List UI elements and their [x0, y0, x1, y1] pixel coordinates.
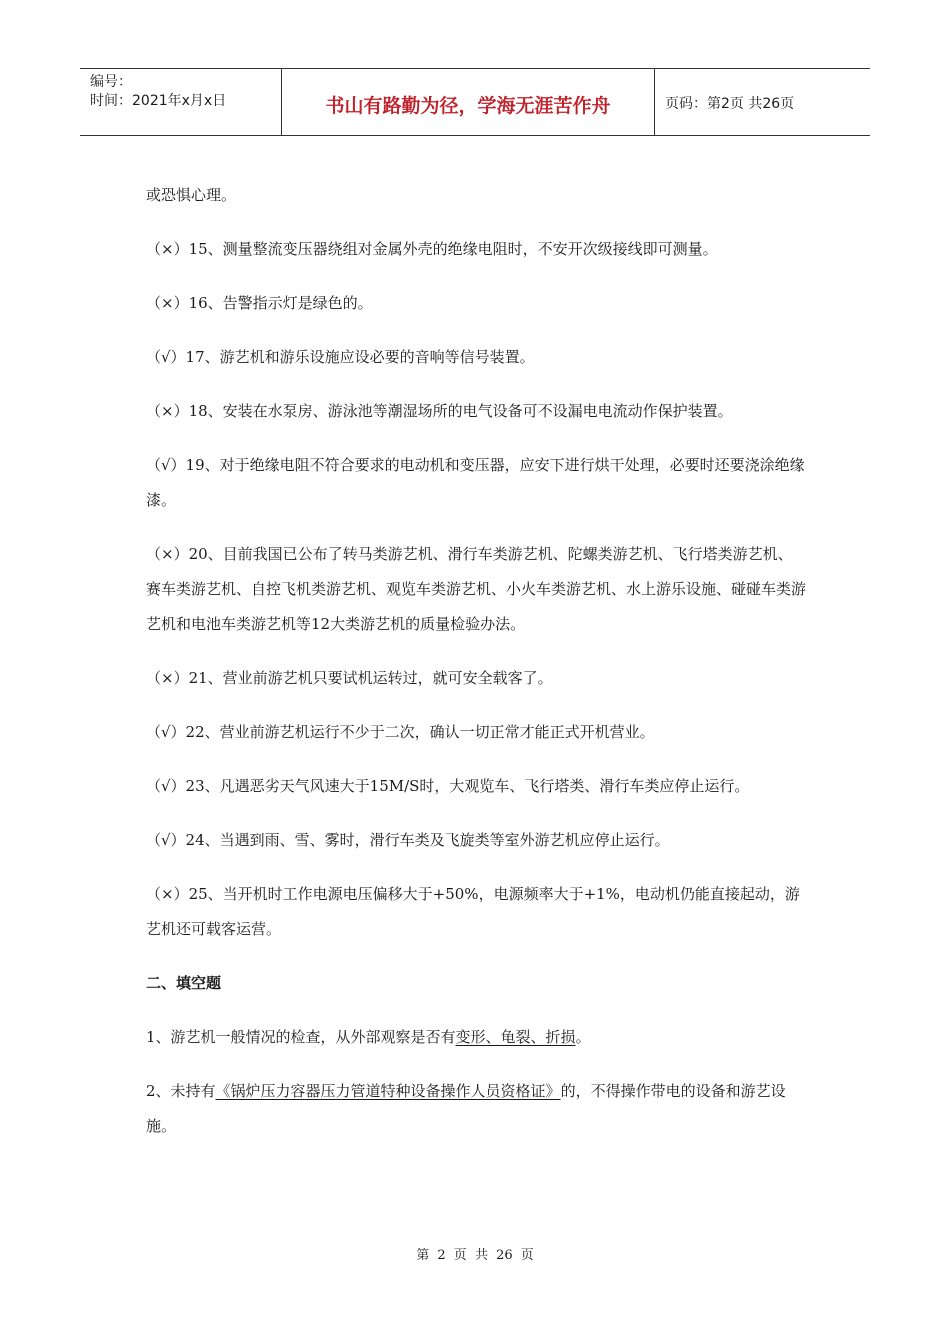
- document-number-label: 编号：: [90, 74, 132, 90]
- question-18: （×）18、安装在水泵房、游泳池等潮湿场所的电气设备可不设漏电电流动作保护装置。: [146, 402, 733, 420]
- question-22: （√）22、营业前游艺机运行不少于二次，确认一切正常才能正式开机营业。: [146, 723, 655, 741]
- fill-2-answer: 《锅炉压力容器压力管道特种设备操作人员资格证》: [215, 1082, 561, 1100]
- question-25: （×）25、当开机时工作电源电压偏移大于+50%，电源频率大于+1%，电动机仍能直接起动，游艺机还可载客运营。: [146, 885, 800, 938]
- fill-2-prefix: 2、未持有: [146, 1082, 216, 1100]
- question-19: （√）19、对于绝缘电阻不符合要求的电动机和变压器，应安下进行烘干处理，必要时还要浇涂绝缘漆。: [146, 456, 805, 509]
- page-footer: [0, 1244, 950, 1263]
- question-17: （√）17、游艺机和游乐设施应设必要的音响等信号装置。: [146, 348, 535, 366]
- fill-2-suffix: 的，不得操作带电的设备和游艺设施。: [146, 1082, 786, 1135]
- document-body: [146, 178, 806, 1163]
- footer-ye-2: 页: [520, 1248, 534, 1263]
- footer-page-number: 2: [437, 1248, 446, 1263]
- question-16: （×）16、告警指示灯是绿色的。: [146, 294, 373, 312]
- question-20: （×）20、目前我国已公布了转马类游艺机、滑行车类游艺机、陀螺类游艺机、飞行塔类游艺机、赛车类游艺机、自控飞机类游艺机、观览车类游艺机、小火车类游艺机、水上游乐设施、碰碰车类游艺机和电池车类游艺机等12大类游艺机的质量检验办法。: [146, 545, 807, 633]
- document-header: [80, 68, 870, 136]
- fill-question-2: [146, 1074, 806, 1144]
- footer-di: 第: [416, 1248, 430, 1263]
- question-24: （√）24、当遇到雨、雪、雾时，滑行车类及飞旋类等室外游艺机应停止运行。: [146, 831, 670, 849]
- footer-total-pages: 26: [496, 1248, 513, 1263]
- fill-1-prefix: 1、游艺机一般情况的检查，从外部观察是否有: [146, 1028, 456, 1046]
- fill-question-1: [146, 1020, 806, 1055]
- header-page-info: 页码：第2页 共26页: [665, 96, 795, 112]
- header-motto: 书山有路勤为径，学海无涯苦作舟: [282, 69, 655, 135]
- footer-ye: 页: [453, 1248, 467, 1263]
- section-title-fill-in: 二、填空题: [146, 974, 222, 992]
- footer-gong: 共: [474, 1248, 488, 1263]
- header-meta: [80, 69, 282, 135]
- fill-1-suffix: 。: [575, 1028, 591, 1046]
- document-date: 时间：2021年x月x日: [90, 93, 227, 109]
- question-23: （√）23、凡遇恶劣天气风速大于15M/S时，大观览车、飞行塔类、滑行车类应停止运行。: [146, 777, 750, 795]
- fill-1-answer: 变形、龟裂、折损: [455, 1028, 576, 1046]
- question-15: （×）15、测量整流变压器绕组对金属外壳的绝缘电阻时，不安开次级接线即可测量。: [146, 240, 718, 258]
- paragraph-continuation: 或恐惧心理。: [146, 186, 237, 204]
- question-21: （×）21、营业前游艺机只要试机运转过，就可安全载客了。: [146, 669, 553, 687]
